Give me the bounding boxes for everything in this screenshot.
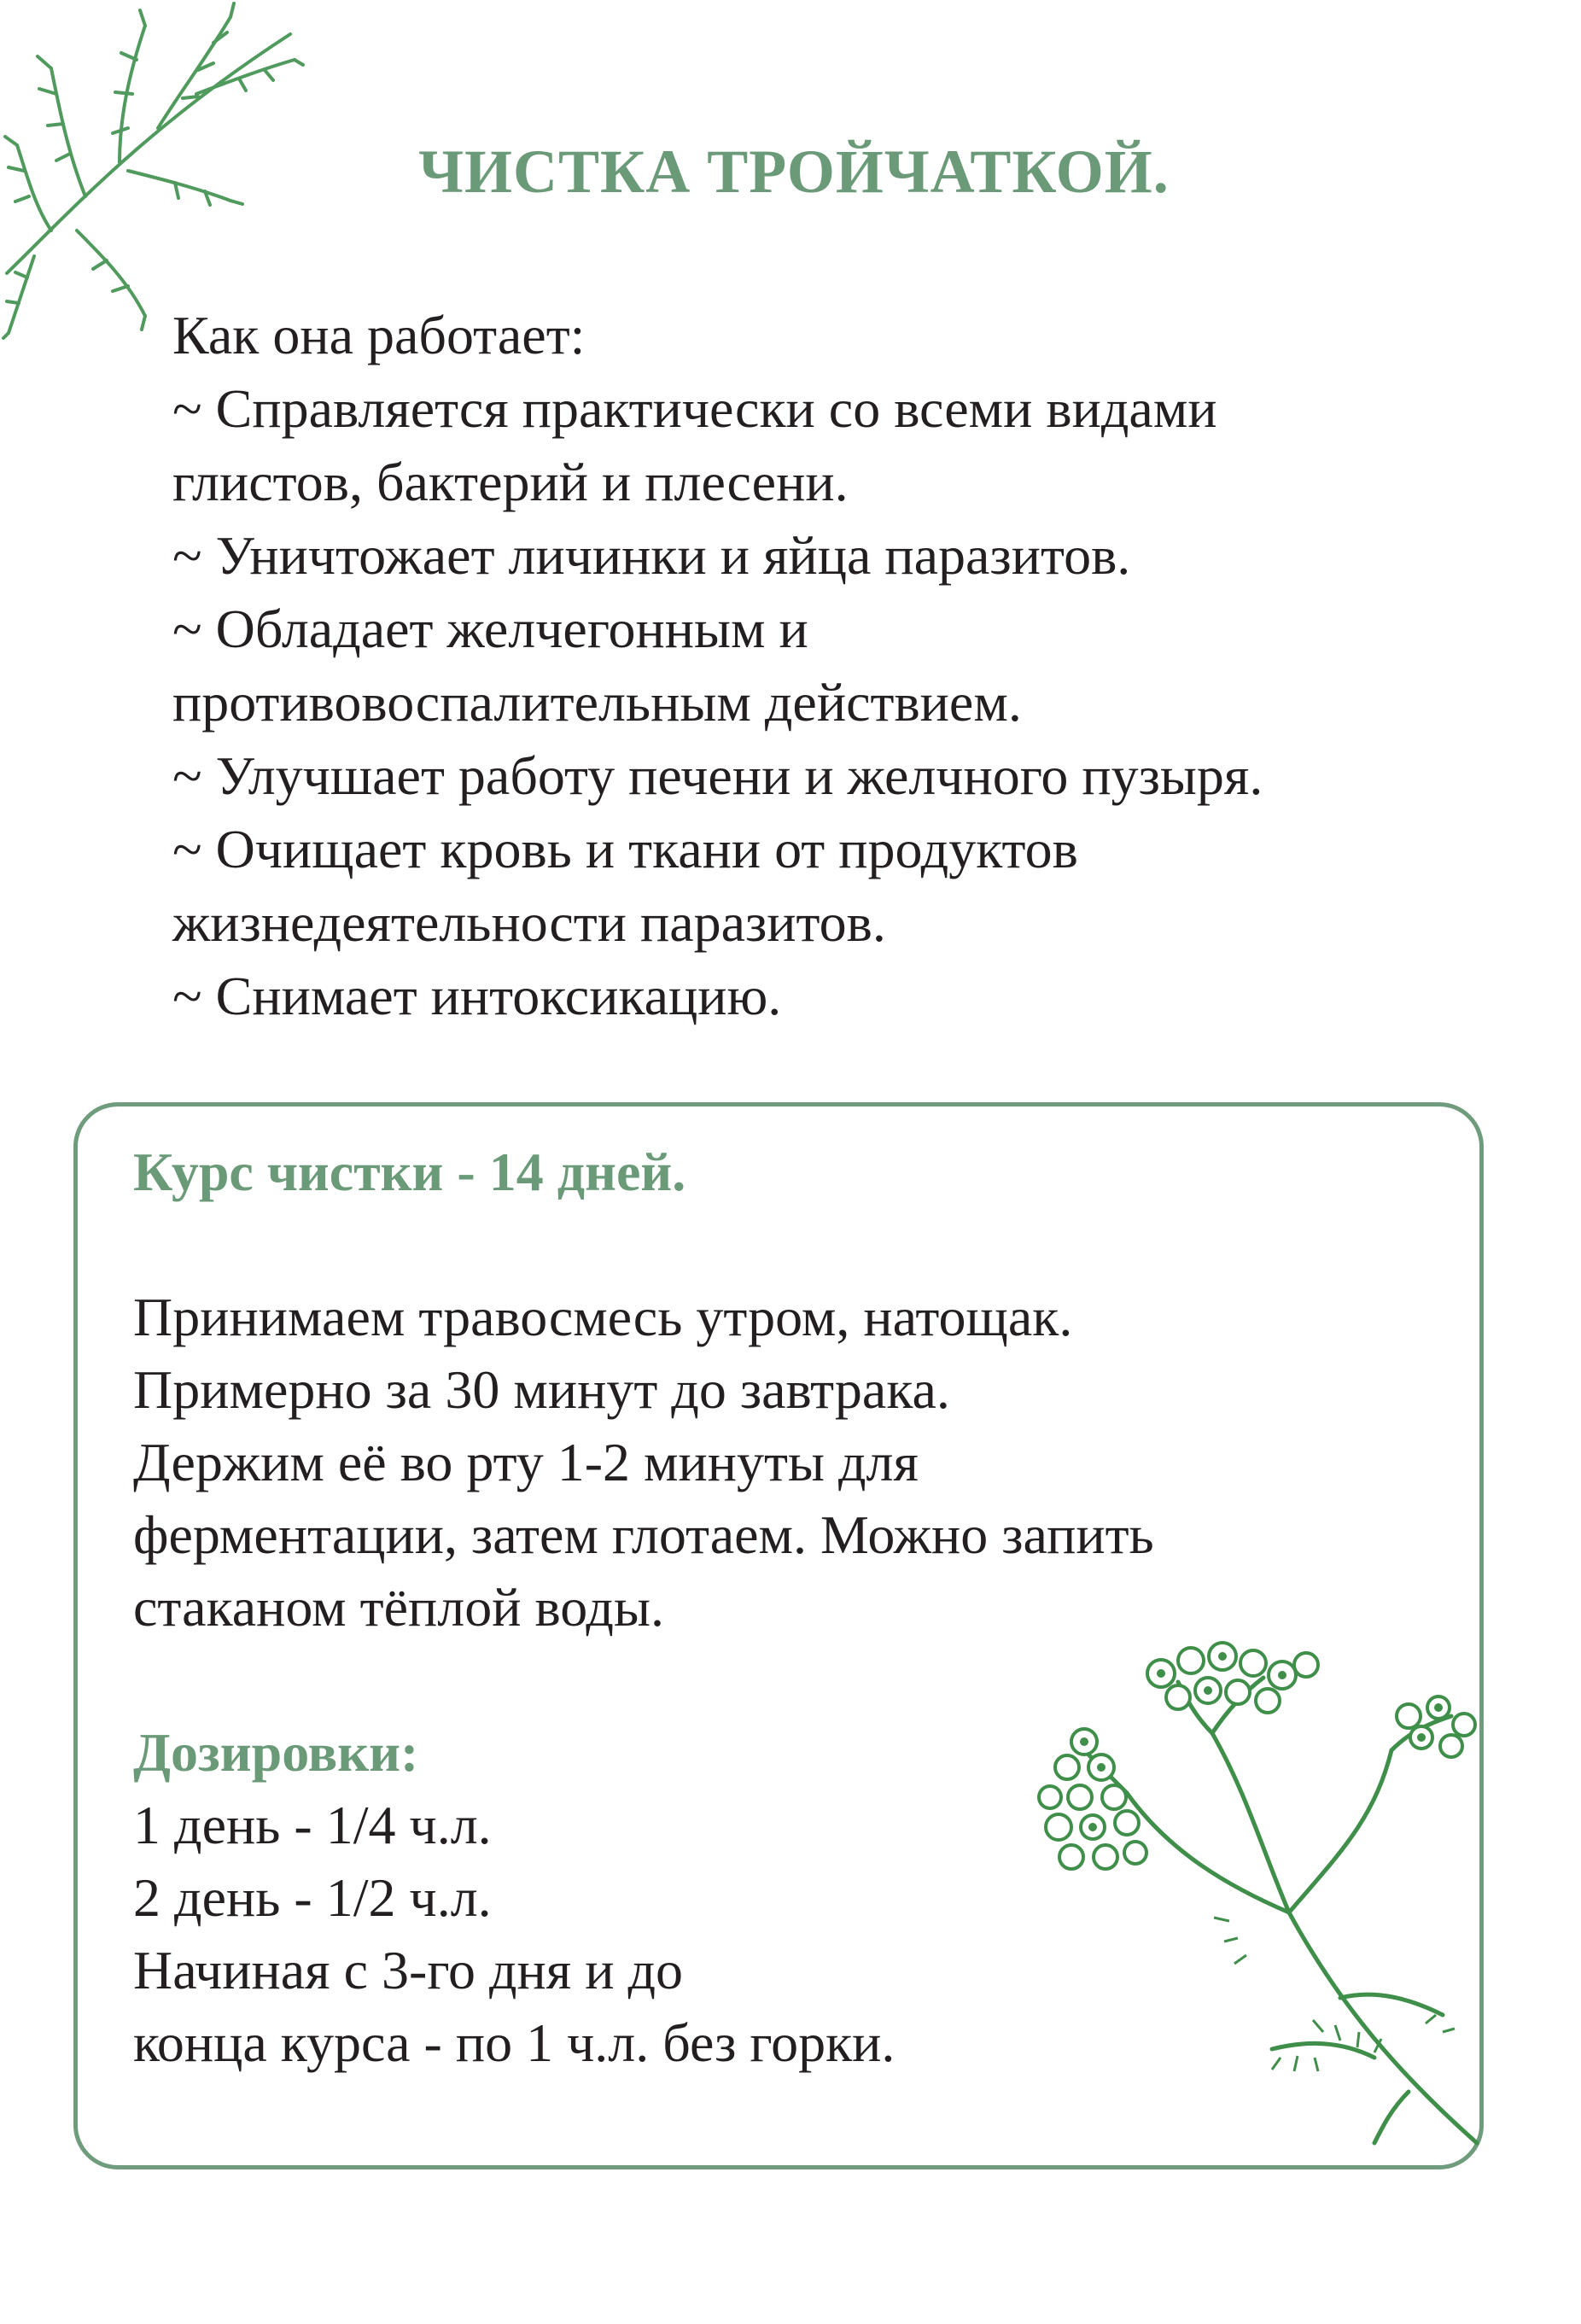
dosage-line: 1 день - 1/4 ч.л.	[133, 1795, 492, 1855]
wormwood-sprig-illustration	[0, 0, 307, 342]
benefit-line: ~ Улучшает работу печени и желчного пузыря.	[172, 745, 1263, 806]
benefits-intro: Как она работает:	[172, 305, 586, 365]
instruction-line: Принимаем травосмесь утром, натощак.	[133, 1287, 1073, 1347]
course-card-content	[133, 1136, 1414, 2079]
benefit-line: ~ Обладает желчегонным и	[172, 599, 808, 659]
instruction-line: Примерно за 30 минут до завтрака.	[133, 1359, 950, 1420]
page-title: ЧИСТКА ТРОЙЧАТКОЙ.	[418, 137, 1170, 206]
dosage-heading: Дозировки:	[133, 1722, 419, 1783]
benefit-line: ~ Снимает интоксикацию.	[172, 966, 782, 1026]
instruction-line: стаканом тёплой воды.	[133, 1577, 664, 1638]
instruction-line: Держим её во рту 1-2 минуты для	[133, 1432, 919, 1492]
instruction-line: ферментации, затем глотаем. Можно запить	[133, 1504, 1154, 1565]
benefit-line: противовоспалительным действием.	[172, 672, 1022, 733]
benefit-line: жизнедеятельности паразитов.	[172, 892, 886, 953]
dosage-line: Начиная с 3-го дня и до	[133, 1940, 684, 2000]
benefit-line: ~ Уничтожает личинки и яйца паразитов.	[172, 525, 1131, 586]
dosage-line: 2 день - 1/2 ч.л.	[133, 1867, 492, 1928]
benefit-line: ~ Справляется практически со всеми видами	[172, 378, 1217, 439]
benefit-line: глистов, бактерий и плесени.	[172, 452, 849, 512]
dosage-line: конца курса - по 1 ч.л. без горки.	[133, 2012, 896, 2073]
benefit-line: ~ Очищает кровь и ткани от продуктов	[172, 819, 1078, 879]
course-heading: Курс чистки - 14 дней.	[133, 1142, 686, 1202]
benefits-list	[172, 299, 1504, 1033]
